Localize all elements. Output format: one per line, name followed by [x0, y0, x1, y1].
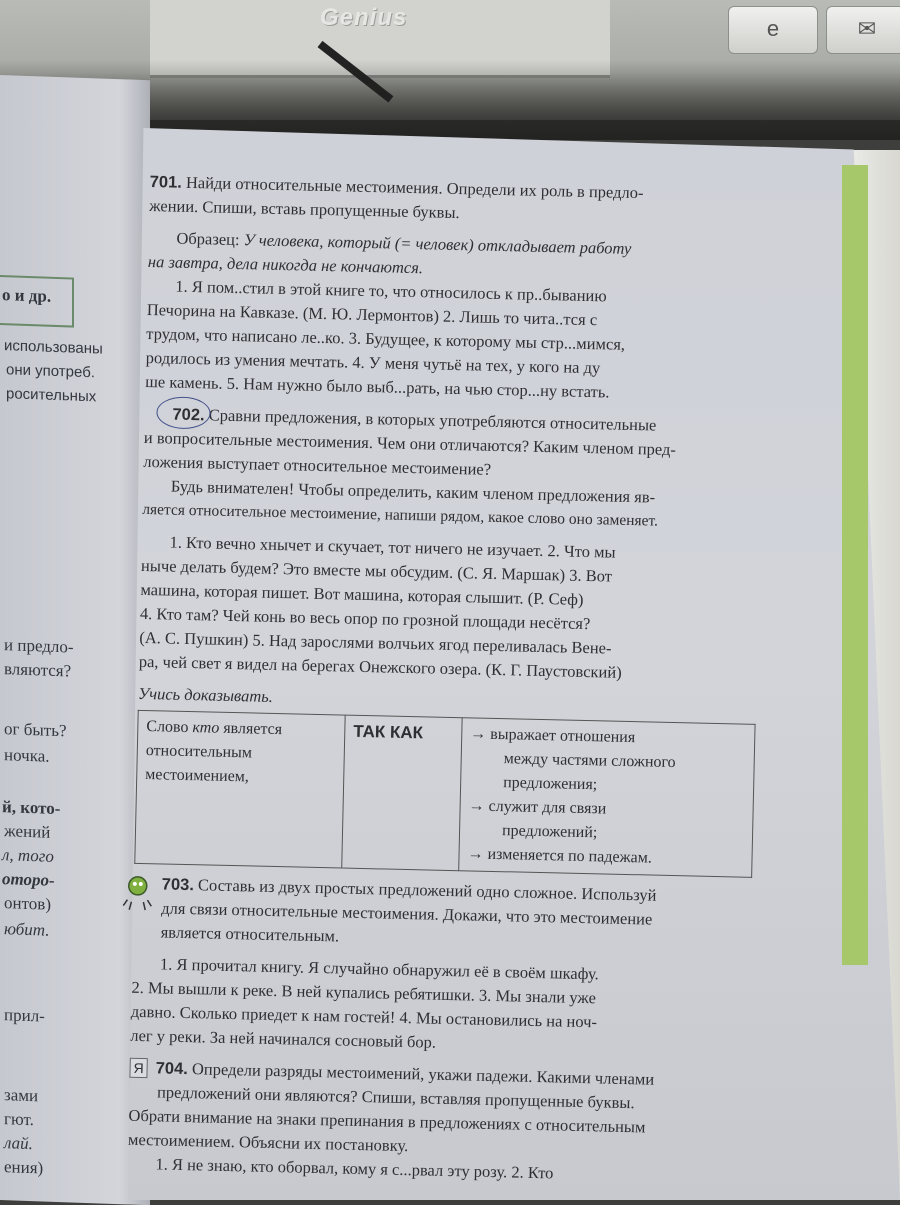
ex703-sentence: лег у реки. За ней начинался сосновый бор. [130, 1025, 437, 1052]
sample-label: Образец: [176, 228, 240, 250]
left-line: прил- [4, 1005, 45, 1026]
reason-item: → выражает отношения [470, 725, 636, 747]
ex702-task-line: ложения выступает относительное местоимение? [143, 451, 492, 479]
ex701-sentence: 1. Я пом..стил в этой книге то, что относилось к пр..быванию [175, 276, 607, 306]
reason-item: → изменяется по падежам. [467, 845, 653, 867]
page-content [127, 170, 770, 1190]
pen-circle-mark [156, 396, 211, 429]
key-mail [826, 6, 900, 54]
left-line: юбит. [4, 919, 50, 940]
claim-text: Слово [146, 718, 193, 737]
proof-cell-claim [135, 710, 345, 868]
claim-text: является [219, 719, 283, 739]
claim-word: кто [192, 719, 220, 737]
left-page [0, 75, 150, 1205]
left-line: гют. [4, 1109, 34, 1130]
ex702-sentence: 4. Кто там? Чей конь во весь опор по грозной площади несётся? [139, 603, 591, 634]
ex701-sentence: ше камень. 5. Нам нужно было выб...рать, на чью стор...ну встать. [144, 371, 610, 402]
ex703-task-line: является относительным. [160, 922, 340, 946]
connector-label: ТАК КАК [353, 721, 424, 743]
ex702-task: Сравни предложения, в которых употребляются относительные [208, 405, 657, 435]
left-line: зами [4, 1085, 39, 1106]
left-line: ения) [4, 1157, 44, 1178]
ex701-task: Найди относительные местоимения. Определи их роль в предло- [185, 172, 644, 203]
ex702-sentence: 1. Кто вечно хнычет и скучает, тот ничего не изучает. 2. Что мы [169, 532, 616, 562]
ex704-task: Определи разряды местоимений, укажи падежи. Какими членами [191, 1059, 655, 1089]
left-line: ночка. [4, 745, 50, 766]
reason-item: предложений; [501, 822, 598, 842]
exercise-number: 701. [149, 172, 183, 192]
ex701-task-line2: жении. Спиши, вставь пропущенные буквы. [148, 195, 460, 223]
ex703-task: Составь из двух простых предложений одно сложное. Используй [197, 875, 657, 905]
key-e [728, 6, 818, 54]
key-e-label: e [766, 16, 780, 41]
ex703-sentence: 2. Мы вышли к реке. В ней купались ребятишки. 3. Мы знали уже [131, 977, 597, 1008]
ex704-task-line: местоимением. Объясни их постановку. [127, 1129, 409, 1156]
ex702-task-line: и вопросительные местоимения. Чем они отличаются? Каким членом пред- [143, 427, 677, 460]
exercise-number: 703. [161, 875, 195, 895]
ex702-sentence: (А. С. Пушкин) 5. Над зарослями волчьих ягод переливалась Вене- [139, 627, 612, 658]
mail-icon: ✉ [857, 16, 877, 41]
ex701-sample-line2: на завтра, дела никогда не кончаются. [147, 251, 424, 278]
ex703-sentence: давно. Сколько приедет к нам гостей! 4. Мы остановились на ноч- [130, 1001, 598, 1032]
ex701-sentence: Печорина на Кавказе. (М. Ю. Лермонтов) 2. Лишь то чита..тся с [146, 299, 598, 330]
proof-cell-reasons [459, 718, 755, 878]
green-bookmark-strip [842, 165, 868, 965]
ex701-sentence: трудом, что написано ле..ко. 3. Будущее, к которому мы стр...мимся, [146, 323, 626, 354]
ex702-sentence: ныче делать будем? Это вместе мы обсудим. (С. Я. Маршак) 3. Вот [140, 555, 613, 586]
exercise-number: 702. [172, 405, 205, 425]
ex702-sentence: машина, которая пишет. Вот машина, которая слышит. (Р. Сеф) [140, 579, 584, 609]
ladybug-icon [121, 872, 154, 913]
claim-text: местоимением, [145, 766, 250, 786]
left-line: онтов) [4, 893, 51, 914]
left-line: вляются? [4, 659, 72, 681]
left-line: росительных [6, 385, 97, 406]
left-line: ог быть? [4, 719, 67, 741]
claim-text: относительным [145, 742, 253, 762]
left-line: оторо- [2, 869, 55, 890]
reason-item: предложения; [502, 774, 598, 794]
ex703-task-line: для связи относительные местоимения. Докажи, что это местоимение [161, 898, 653, 929]
left-line: и предло- [4, 635, 74, 657]
reason-item: → служит для связи [468, 797, 607, 818]
ex704-task-line: предложений они являются? Спиши, вставляя пропущенные буквы. [156, 1082, 635, 1113]
keyboard-brand-logo: Genius [320, 4, 408, 31]
proof-cell-connector [342, 715, 462, 871]
left-line: лай. [4, 1133, 33, 1154]
ex702-note: Будь внимателен! Чтобы определить, каким членом предложения яв- [170, 476, 656, 507]
ex702-note: ляется относительное местоимение, напиши рядом, какое слово оно заменяет. [142, 500, 659, 530]
left-line: л, того [2, 845, 54, 866]
ex702-sentence: ра, чей свет я видел на берегах Онежского озера. (К. Г. Паустовский) [138, 651, 622, 682]
exercise-number: 704. [155, 1059, 189, 1079]
proof-table [134, 710, 755, 878]
ex704-task-line: Обрати внимание на знаки препинания в предложениях с относительным [128, 1105, 646, 1137]
reason-item: между частями сложного [503, 750, 676, 772]
left-line: о и др. [2, 285, 52, 306]
sample-sentence: У человека, который (= человек) откладывает работу [243, 230, 632, 258]
left-line: использованы [4, 337, 103, 358]
proof-heading: Учись доказывать. [137, 683, 274, 706]
left-line: они употреб. [6, 361, 95, 382]
ex701-sentence: родилось из умения мечтать. 4. У меня чутьё на тех, у кого на ду [145, 347, 601, 378]
left-line: жений [4, 821, 51, 842]
ex704-sentence: 1. Я не знаю, кто оборвал, кому я с...рвал эту розу. 2. Кто [155, 1154, 554, 1183]
self-check-badge: Я [129, 1058, 147, 1078]
left-line: й, кото- [2, 797, 61, 819]
ex703-sentence: 1. Я прочитал книгу. Я случайно обнаружил её в своём шкафу. [159, 954, 599, 984]
